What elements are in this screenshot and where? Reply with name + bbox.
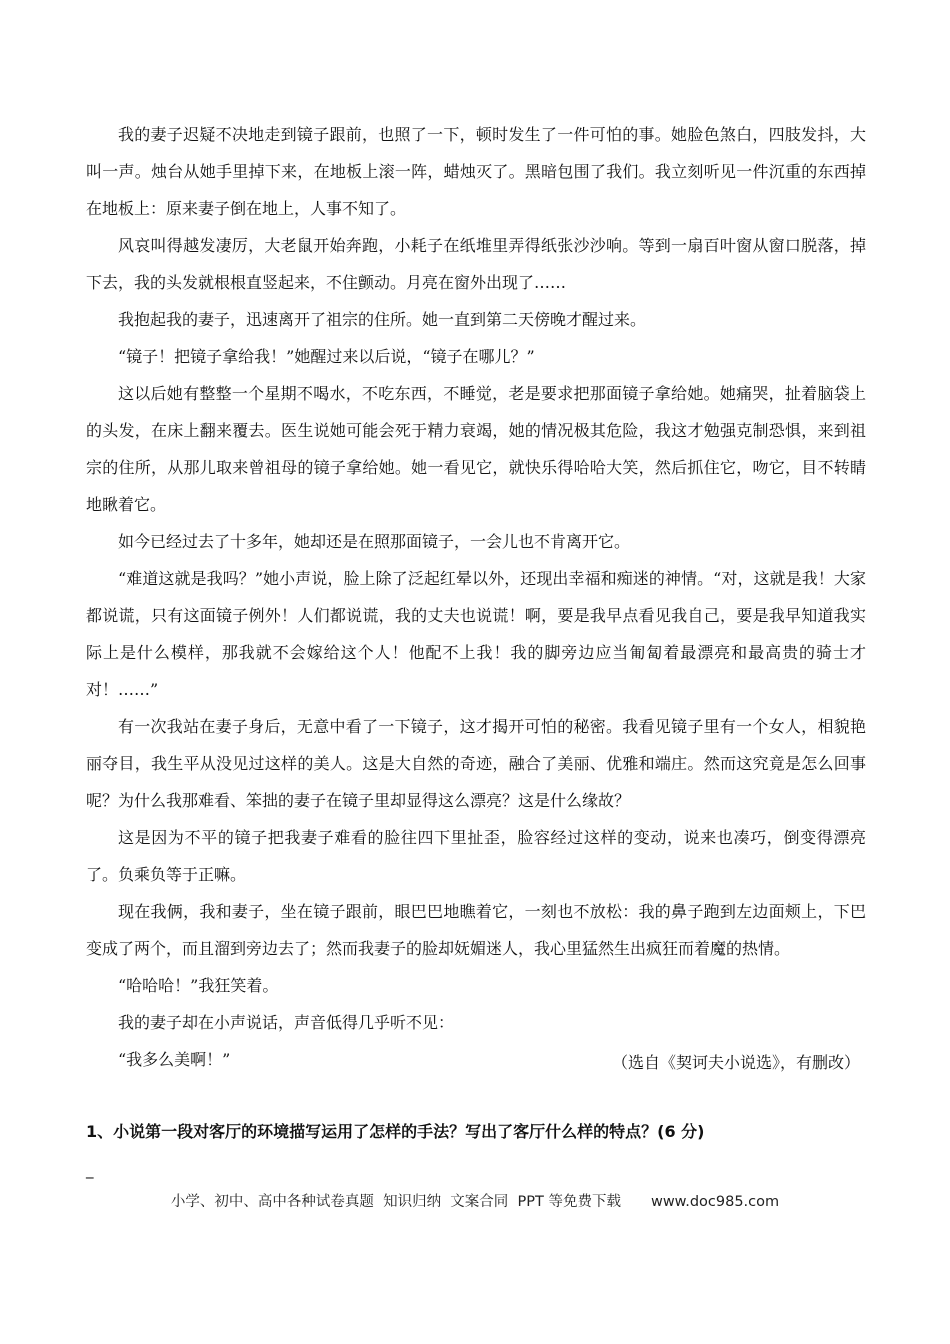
- answer-line: _: [86, 1161, 94, 1179]
- paragraph: 我的妻子却在小声说话，声音低得几乎听不见：: [118, 1013, 455, 1032]
- paragraph: 这是因为不平的镜子把我妻子难看的脸往四下里扯歪，脸容经过这样的变动，说来也凑巧，倒变得漂亮了。负乘负等于正嘛。: [86, 828, 866, 884]
- source-citation: （选自《契诃夫小说选》，有删改）: [611, 1053, 860, 1072]
- story-text: [86, 116, 866, 1078]
- paragraph: 现在我俩，我和妻子，坐在镜子跟前，眼巴巴地瞧着它，一刻也不放松：我的鼻子跑到左边面颊上，下巴变成了两个，而且溜到旁边去了；然而我妻子的脸却妩媚迷人，我心里猛然生出疯狂而着魔的热情。: [86, 902, 866, 958]
- footer-text: 小学、初中、高中各种试卷真题 知识归纳 文案合同 PPT 等免费下载: [170, 1194, 621, 1210]
- paragraph: 如今已经过去了十多年，她却还是在照那面镜子，一会儿也不肯离开它。: [118, 532, 631, 551]
- paragraph: 风哀叫得越发凄厉，大老鼠开始奔跑，小耗子在纸堆里弄得纸张沙沙响。等到一扇百叶窗从窗口脱落，掉下去，我的头发就根根直竖起来，不住颤动。月亮在窗外出现了……: [86, 236, 866, 292]
- paragraph: “镜子！把镜子拿给我！”她醒过来以后说，“镜子在哪儿？”: [118, 347, 535, 366]
- paragraph: “我多么美啊！”: [118, 1050, 231, 1069]
- paragraph: 我的妻子迟疑不决地走到镜子跟前，也照了一下，顿时发生了一件可怕的事。她脸色煞白，四肢发抖，大叫一声。烛台从她手里掉下来，在地板上滚一阵，蜡烛灭了。黑暗包围了我们。我立刻听见一件沉重的东西掉在地板上：原来妻子倒在地上，人事不知了。: [86, 125, 866, 218]
- paragraph: “哈哈哈！”我狂笑着。: [118, 976, 279, 995]
- paragraph: 我抱起我的妻子，迅速离开了祖宗的住所。她一直到第二天傍晚才醒过来。: [118, 310, 647, 329]
- footer-url[interactable]: www.doc985.com: [650, 1194, 780, 1210]
- paragraph: 这以后她有整整一个星期不喝水，不吃东西，不睡觉，老是要求把那面镜子拿给她。她痛哭，扯着脑袋上的头发，在床上翻来覆去。医生说她可能会死于精力衰竭，她的情况极其危险，我这才勉强克制恐惧，来到祖宗的住所，从那儿取来曾祖母的镜子拿给她。她一看见它，就快乐得哈哈大笑，然后抓住它，吻它，目不转睛地瞅着它。: [86, 384, 866, 514]
- question-1: 1、小说第一段对客厅的环境描写运用了怎样的手法？写出了客厅什么样的特点？(6 分): [86, 1122, 705, 1141]
- page-footer: [0, 1190, 950, 1214]
- paragraph: “难道这就是我吗？”她小声说，脸上除了泛起红晕以外，还现出幸福和痴迷的神情。“对，这就是我！大家都说谎，只有这面镜子例外！人们都说谎，我的丈夫也说谎！啊，要是我早点看见我自己，要是我早知道我实际上是什么模样，那我就不会嫁给这个人！他配不上我！我的脚旁边应当匍匐着最漂亮和最高贵的骑士才对！……”: [86, 569, 866, 699]
- paragraph: 有一次我站在妻子身后，无意中看了一下镜子，这才揭开可怕的秘密。我看见镜子里有一个女人，相貌艳丽夺目，我生平从没见过这样的美人。这是大自然的奇迹，融合了美丽、优雅和端庄。然而这究竟是怎么回事呢？为什么我那难看、笨拙的妻子在镜子里却显得这么漂亮？这是什么缘故？: [86, 717, 866, 810]
